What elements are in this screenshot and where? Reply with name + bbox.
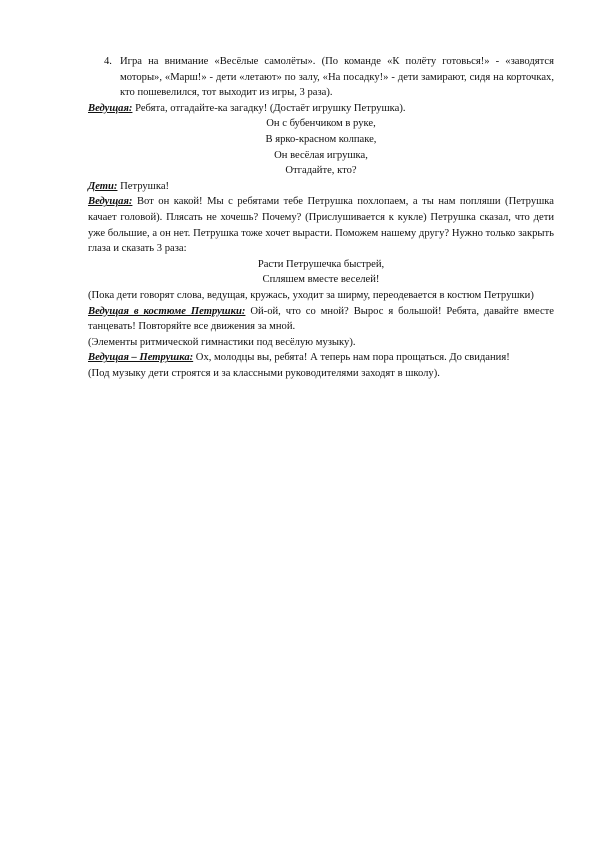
chant-line: Расти Петрушечка быстрей, [257, 258, 385, 270]
chant-line: Спляшем вместе веселей! [262, 274, 380, 286]
paragraph-host-riddle [88, 101, 554, 117]
stage-direction: (Элементы ритмической гимнастики под весёлую музыку). [88, 336, 356, 348]
paragraph-text: Ой-ой, что со мной? Вырос я большой! Ребята, давайте вместе танцевать! Повторяйте все движения за мной. [88, 305, 555, 333]
riddle-line: Отгадайте, кто? [285, 165, 357, 177]
paragraph-children [88, 179, 554, 195]
speaker-label: Ведущая: [88, 196, 133, 208]
list-item-text: Игра на внимание «Весёлые самолёты». (По команде «К полёту готовься!» - «заводятся моторы», «Марш!» - дети «летают» по залу, «На посадку!» - дети замирают, сидя на корточках, кто пошевелился, тот выходит из игры, 3 раза). [120, 56, 554, 99]
paragraph-host-farewell [88, 350, 554, 366]
paragraph-text: Ох, молодцы вы, ребята! А теперь нам пора прощаться. До свидания! [193, 352, 510, 364]
list-item-4 [88, 54, 554, 101]
stage-direction: (Пока дети говорят слова, ведущая, кружась, уходит за ширму, переодевается в костюм Петрушки) [88, 289, 534, 301]
list-number: 4. [104, 56, 112, 67]
riddle-line: В ярко-красном колпаке, [265, 133, 377, 145]
speaker-label: Ведущая в костюме Петрушки: [88, 305, 246, 317]
speaker-label: Ведущая – Петрушка: [88, 352, 194, 364]
document-page [88, 54, 554, 381]
paragraph-host-petrushka [88, 194, 554, 256]
paragraph-host-in-costume [88, 304, 554, 335]
paragraph-text: Петрушка! [117, 180, 170, 192]
paragraph-text: Ребята, отгадайте-ка загадку! (Достаёт игрушку Петрушка). [132, 102, 406, 114]
riddle-line: Он весёлая игрушка, [274, 149, 368, 161]
speaker-label: Ведущая: [88, 102, 133, 114]
speaker-label: Дети: [88, 180, 118, 192]
paragraph-text: Вот он какой! Мы с ребятами тебе Петрушка похлопаем, а ты нам попляши (Петрушка качает головой). Плясать не хочешь? Почему? (Прислушивается к кукле) Петрушка сказал, что дети уже большие, а он нет. Петрушка тоже хочет вырасти. Поможем нашему другу? Нужно только закрыть глаза и сказать 3 раза: [88, 196, 554, 255]
stage-direction: (Под музыку дети строятся и за классными руководителями заходят в школу). [88, 367, 440, 379]
riddle-line: Он с бубенчиком в руке, [266, 118, 376, 130]
